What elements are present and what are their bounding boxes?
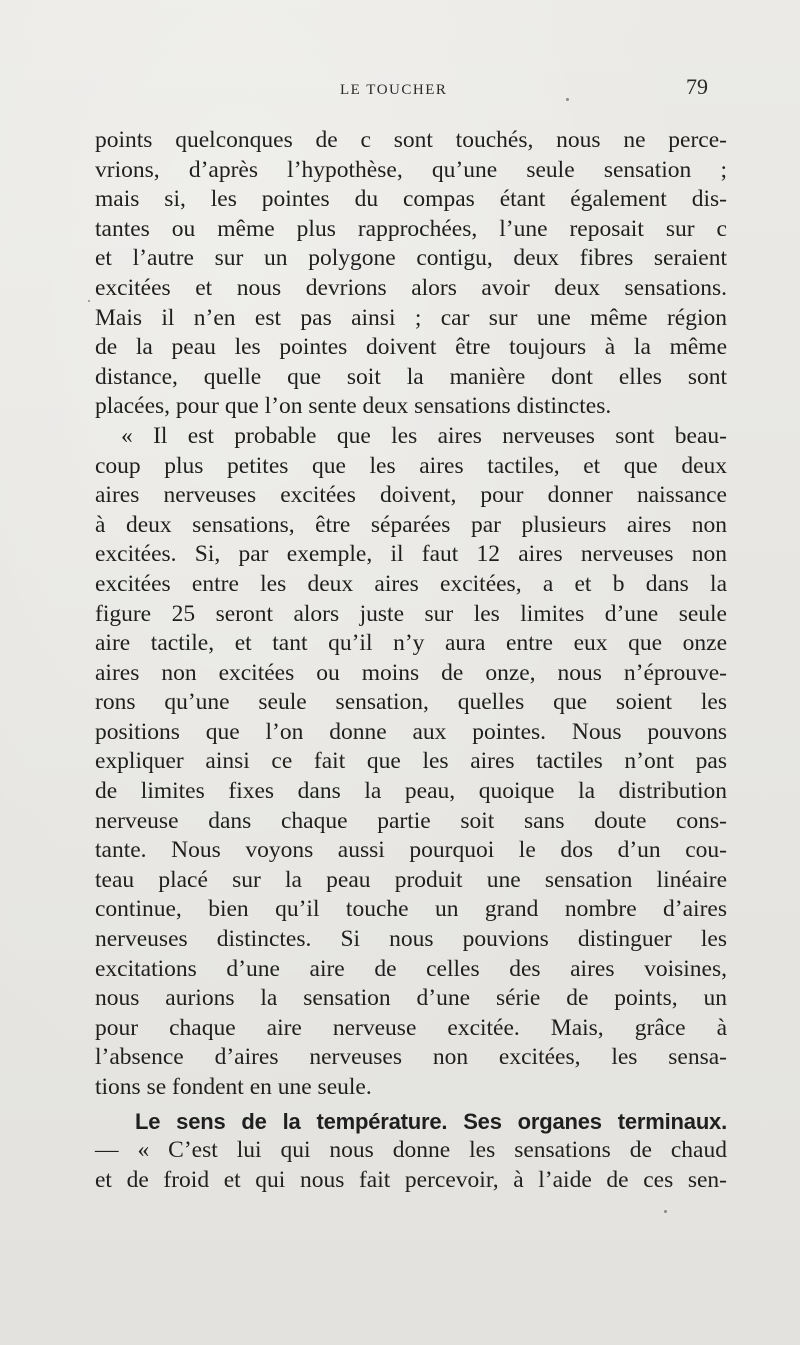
text-line: continue, bien qu’il touche un grand nombre d’aires — [95, 896, 727, 923]
text-line: pour chaque aire nerveuse excitée. Mais, grâce à — [95, 1014, 727, 1041]
body-text — [95, 126, 727, 1195]
running-head — [0, 74, 800, 102]
text-line: l’absence d’aires nerveuses non excitées, les sensa- — [95, 1044, 727, 1071]
text-line: aire tactile, et tant qu’il n’y aura entre eux que onze — [95, 630, 727, 657]
text-line: « Il est probable que les aires nerveuses sont beau- — [121, 422, 727, 449]
text-line: vrions, d’après l’hypothèse, qu’une seule sensation ; — [95, 156, 727, 183]
text-line: figure 25 seront alors juste sur les limites d’une seule — [95, 600, 727, 627]
paper-speck — [664, 1210, 667, 1213]
text-line: aires nerveuses excitées doivent, pour donner naissance — [95, 482, 727, 509]
running-title: LE TOUCHER — [340, 82, 448, 98]
text-line: excitées entre les deux aires excitées, a et b dans la — [95, 570, 727, 597]
text-line: tantes ou même plus rapprochées, l’une reposait sur c — [95, 215, 727, 242]
text-line: de limites fixes dans la peau, quoique la distribution — [95, 778, 727, 805]
text-line: Mais il n’en est pas ainsi ; car sur une même région — [95, 304, 727, 331]
text-line: teau placé sur la peau produit une sensation linéaire — [95, 866, 727, 893]
text-line: rons qu’une seule sensation, quelles que soient les — [95, 689, 727, 716]
text-line: nerveuse dans chaque partie soit sans doute cons- — [95, 807, 727, 834]
text-line: excitées et nous devrions alors avoir deux sensations. — [95, 274, 727, 301]
section-heading: Le sens de la température. Ses organes terminaux. — [135, 1108, 727, 1134]
text-line: et l’autre sur un polygone contigu, deux fibres seraient — [95, 245, 727, 272]
text-line: mais si, les pointes du compas étant également dis- — [95, 186, 727, 213]
text-line: nous aurions la sensation d’une série de points, un — [95, 985, 727, 1012]
text-line: points quelconques de c sont touchés, nous ne perce- — [95, 127, 727, 153]
text-line: excitations d’une aire de celles des aires voisines, — [95, 955, 727, 982]
page-number: 79 — [686, 74, 708, 99]
text-line: de la peau les pointes doivent être toujours à la même — [95, 334, 727, 361]
text-line: coup plus petites que les aires tactiles, et que deux — [95, 452, 727, 479]
text-line: à deux sensations, être séparées par plusieurs aires non — [95, 511, 727, 538]
text-line: excitées. Si, par exemple, il faut 12 aires nerveuses non — [95, 541, 727, 568]
text-line: nerveuses distinctes. Si nous pouvions distinguer les — [95, 926, 727, 953]
text-line: tions se fondent en une seule. — [95, 1074, 372, 1100]
text-line: distance, quelle que soit la manière dont elles sont — [95, 363, 727, 390]
text-line: tante. Nous voyons aussi pourquoi le dos d’un cou- — [95, 837, 727, 864]
text-line: aires non excitées ou moins de onze, nous n’éprouve- — [95, 659, 727, 686]
text-line: positions que l’on donne aux pointes. Nous pouvons — [95, 718, 727, 745]
text-line: et de froid et qui nous fait percevoir, à l’aide de ces sen- — [95, 1166, 727, 1193]
paper-speck — [88, 300, 90, 302]
paper-speck — [566, 98, 569, 101]
text-line: expliquer ainsi ce fait que les aires tactiles n’ont pas — [95, 748, 727, 775]
text-line: — « C’est lui qui nous donne les sensations de chaud — [95, 1137, 727, 1164]
text-line: placées, pour que l’on sente deux sensations distinctes. — [95, 393, 612, 420]
